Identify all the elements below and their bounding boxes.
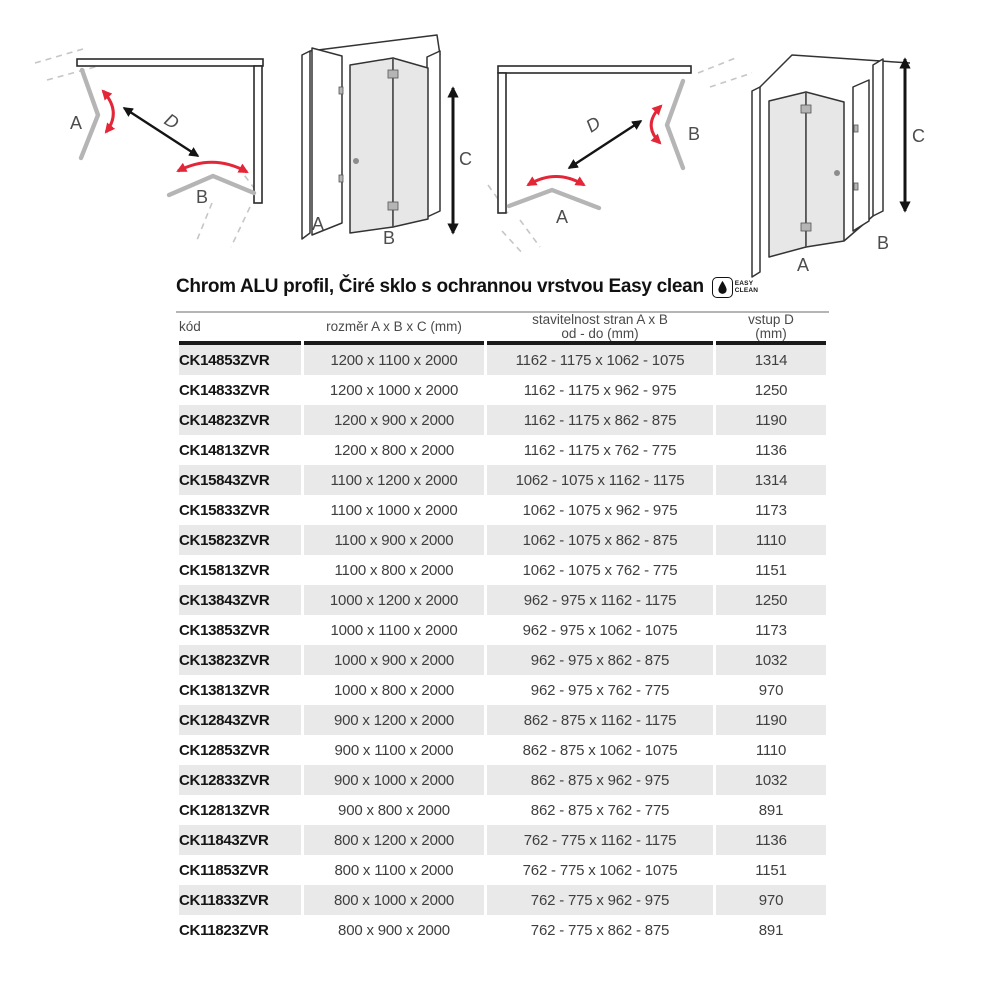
- cell-adjust-range: 862 - 875 x 962 - 975: [487, 765, 713, 795]
- table-row: [179, 465, 826, 495]
- cell-dimensions: 1200 x 900 x 2000: [304, 405, 484, 435]
- cell-dimensions: 900 x 1100 x 2000: [334, 741, 454, 759]
- cell-code: CK12843ZVR: [179, 705, 301, 735]
- label-b: B: [688, 124, 701, 144]
- cell-code: CK13853ZVR: [179, 621, 270, 639]
- swing-arrow-b: [178, 162, 247, 172]
- door-a-fold: [509, 190, 599, 208]
- title-row: [176, 276, 758, 298]
- cell-code: CK15823ZVR: [179, 525, 301, 555]
- cell-entry-d: 1136: [716, 825, 826, 855]
- label-c: C: [912, 126, 925, 146]
- cell-code: CK13823ZVR: [179, 645, 301, 675]
- swing-hint-dash: [698, 57, 738, 73]
- table-row: [179, 675, 826, 705]
- label-a: A: [312, 214, 325, 234]
- col-header-kod: kód: [179, 313, 301, 345]
- hinge-icon: [801, 223, 811, 231]
- swing-arrow-a: [103, 91, 113, 132]
- table-row: [179, 795, 826, 825]
- cell-entry-d: 1151: [755, 561, 787, 579]
- spec-table-block: [176, 311, 829, 945]
- label-b: B: [383, 228, 396, 248]
- cell-code: CK11853ZVR: [179, 861, 269, 879]
- side-wall-glass: [752, 87, 760, 277]
- table-row: [179, 345, 826, 375]
- cell-dimensions: 1000 x 1100 x 2000: [330, 621, 458, 639]
- cell-dimensions: 1200 x 800 x 2000: [333, 441, 455, 459]
- cell-code: CK14813ZVR: [179, 441, 270, 459]
- cell-adjust-range: 1062 - 1075 x 862 - 875: [487, 525, 713, 555]
- col-header-rozmer: rozměr A x B x C (mm): [304, 313, 484, 345]
- col-header-stavitelnost: stavitelnost stran A x B od - do (mm): [487, 313, 713, 345]
- side-wall-glass: [302, 51, 310, 239]
- cell-code: CK11843ZVR: [179, 825, 301, 855]
- door-knob: [353, 158, 359, 164]
- water-drop-icon: [712, 277, 733, 298]
- bifold-leaf-left: [350, 58, 393, 233]
- door-b-fold: [667, 81, 683, 168]
- cell-entry-d: 1151: [755, 861, 787, 879]
- cell-code: CK15813ZVR: [179, 561, 270, 579]
- hinge-icon: [339, 175, 343, 182]
- cell-entry-d: 970: [716, 885, 826, 915]
- swing-hint-dash: [197, 203, 212, 240]
- cell-adjust-range: 1162 - 1175 x 762 - 775: [523, 441, 677, 459]
- label-b: B: [196, 187, 209, 207]
- table-row: [179, 585, 826, 615]
- cell-adjust-range: 1162 - 1175 x 1062 - 1075: [487, 345, 713, 375]
- cell-code: CK15843ZVR: [179, 465, 301, 495]
- cell-code: CK14853ZVR: [179, 345, 301, 375]
- diagram-3d-right: [740, 25, 995, 280]
- cell-dimensions: 1100 x 900 x 2000: [304, 525, 484, 555]
- page-title: Chrom ALU profil, Čiré sklo s ochrannou vrstvou Easy clean: [176, 276, 704, 297]
- cell-entry-d: 1032: [716, 765, 826, 795]
- label-a: A: [556, 207, 569, 227]
- cell-adjust-range: 1062 - 1075 x 762 - 775: [522, 561, 678, 579]
- cell-entry-d: 1032: [716, 645, 826, 675]
- label-d: D: [582, 112, 605, 137]
- cell-code: CK11833ZVR: [179, 885, 301, 915]
- table-row: [179, 645, 826, 675]
- easy-clean-badge: [712, 277, 758, 298]
- cell-code: CK15833ZVR: [179, 501, 270, 519]
- door-a-fold: [81, 70, 98, 158]
- hinge-icon: [801, 105, 811, 113]
- cell-code: CK13813ZVR: [179, 681, 270, 699]
- swing-hint-dash: [35, 49, 83, 63]
- cell-adjust-range: 962 - 975 x 762 - 775: [530, 681, 670, 699]
- table-row: [179, 555, 826, 585]
- cell-entry-d: 1173: [755, 501, 787, 519]
- cell-adjust-range: 762 - 775 x 1162 - 1175: [487, 825, 713, 855]
- cell-entry-d: 891: [758, 801, 784, 819]
- label-a: A: [70, 113, 83, 133]
- bifold-leaf-left: [769, 92, 806, 257]
- hinge-icon: [339, 87, 343, 94]
- cell-code: CK12853ZVR: [179, 741, 270, 759]
- cell-adjust-range: 862 - 875 x 1162 - 1175: [487, 705, 713, 735]
- cell-dimensions: 900 x 1200 x 2000: [304, 705, 484, 735]
- cell-adjust-range: 762 - 775 x 862 - 875: [530, 921, 670, 939]
- diagram-top-view-left: [25, 35, 275, 260]
- cell-entry-d: 1110: [755, 741, 787, 759]
- cell-code: CK14823ZVR: [179, 405, 301, 435]
- cell-code: CK12833ZVR: [179, 765, 301, 795]
- label-a: A: [797, 255, 810, 275]
- top-frame-rail: [760, 55, 910, 87]
- cell-entry-d: 1314: [716, 465, 826, 495]
- wall-top: [498, 66, 691, 73]
- label-b: B: [877, 233, 890, 253]
- cell-entry-d: 1110: [716, 525, 826, 555]
- cell-adjust-range: 862 - 875 x 1062 - 1075: [522, 741, 678, 759]
- table-row: [179, 525, 826, 555]
- cell-dimensions: 1000 x 800 x 2000: [333, 681, 455, 699]
- cell-code: CK11823ZVR: [179, 921, 269, 939]
- col-header-vstup: vstup D (mm): [716, 313, 826, 345]
- table-row: [179, 615, 826, 645]
- cell-code: CK14833ZVR: [179, 381, 270, 399]
- dimension-d-arrow: [569, 121, 641, 168]
- cell-dimensions: 900 x 800 x 2000: [338, 801, 450, 819]
- hinge-icon: [388, 202, 398, 210]
- hinge-icon: [854, 183, 858, 190]
- label-d: D: [160, 109, 183, 134]
- cell-code: CK13843ZVR: [179, 585, 301, 615]
- diagram-top-view-right: [480, 35, 775, 260]
- cell-dimensions: 800 x 1200 x 2000: [304, 825, 484, 855]
- table-row: [179, 375, 826, 405]
- easy-clean-badge-text: EASY CLEAN: [734, 280, 759, 294]
- cell-code: CK12813ZVR: [179, 801, 270, 819]
- table-row: [179, 825, 826, 855]
- cell-dimensions: 1100 x 1200 x 2000: [304, 465, 484, 495]
- table-row: [179, 855, 826, 885]
- cell-entry-d: 1136: [755, 441, 787, 459]
- cell-entry-d: 1314: [716, 345, 826, 375]
- cell-adjust-range: 762 - 775 x 1062 - 1075: [522, 861, 678, 879]
- cell-adjust-range: 1062 - 1075 x 962 - 975: [522, 501, 678, 519]
- table-row: [179, 765, 826, 795]
- swing-arrow-a: [528, 177, 584, 186]
- header-row: [179, 313, 826, 345]
- cell-adjust-range: 962 - 975 x 1162 - 1175: [487, 585, 713, 615]
- cell-dimensions: 1000 x 1200 x 2000: [304, 585, 484, 615]
- cell-entry-d: 1190: [716, 405, 826, 435]
- door-a-panel: [312, 48, 342, 235]
- cell-entry-d: 1250: [716, 585, 826, 615]
- back-panel: [873, 59, 883, 216]
- wall-right: [254, 66, 262, 203]
- cell-dimensions: 1200 x 1100 x 2000: [304, 345, 484, 375]
- cell-adjust-range: 762 - 775 x 962 - 975: [487, 885, 713, 915]
- label-c: C: [459, 149, 472, 169]
- door-b-panel: [853, 80, 869, 231]
- wall-top: [77, 59, 263, 66]
- swing-arrow-b: [651, 106, 661, 143]
- cell-adjust-range: 862 - 875 x 762 - 775: [530, 801, 670, 819]
- swing-hint-dash: [231, 207, 250, 247]
- hinge-icon: [854, 125, 858, 132]
- cell-dimensions: 800 x 1000 x 2000: [304, 885, 484, 915]
- table-body: [179, 345, 826, 945]
- cell-dimensions: 800 x 900 x 2000: [338, 921, 450, 939]
- cell-dimensions: 1100 x 1000 x 2000: [330, 501, 458, 519]
- door-knob: [834, 170, 840, 176]
- cell-adjust-range: 962 - 975 x 1062 - 1075: [522, 621, 678, 639]
- table-row: [179, 915, 826, 945]
- cell-dimensions: 1200 x 1000 x 2000: [329, 381, 459, 399]
- cell-entry-d: 1173: [755, 621, 787, 639]
- hinge-icon: [388, 70, 398, 78]
- cell-dimensions: 800 x 1100 x 2000: [334, 861, 454, 879]
- cell-dimensions: 1000 x 900 x 2000: [304, 645, 484, 675]
- cell-dimensions: 900 x 1000 x 2000: [304, 765, 484, 795]
- bifold-leaf-right: [806, 92, 844, 247]
- wall-left: [498, 73, 506, 213]
- swing-hint-dash: [520, 220, 540, 247]
- cell-entry-d: 891: [758, 921, 784, 939]
- diagram-3d-left: [290, 25, 475, 270]
- cell-entry-d: 970: [758, 681, 784, 699]
- cell-adjust-range: 1062 - 1075 x 1162 - 1175: [487, 465, 713, 495]
- dimension-d-arrow: [124, 108, 198, 156]
- cell-adjust-range: 962 - 975 x 862 - 875: [487, 645, 713, 675]
- table-row: [179, 495, 826, 525]
- cell-entry-d: 1250: [754, 381, 788, 399]
- cell-adjust-range: 1162 - 1175 x 862 - 875: [487, 405, 713, 435]
- spec-table: [176, 313, 829, 945]
- table-row: [179, 405, 826, 435]
- table-row: [179, 735, 826, 765]
- cell-adjust-range: 1162 - 1175 x 962 - 975: [523, 381, 677, 399]
- table-row: [179, 705, 826, 735]
- cell-dimensions: 1100 x 800 x 2000: [334, 561, 454, 579]
- return-panel: [427, 51, 440, 217]
- table-row: [179, 885, 826, 915]
- table-row: [179, 435, 826, 465]
- swing-hint-dash: [502, 231, 524, 255]
- cell-entry-d: 1190: [716, 705, 826, 735]
- door-b-fold: [169, 176, 254, 195]
